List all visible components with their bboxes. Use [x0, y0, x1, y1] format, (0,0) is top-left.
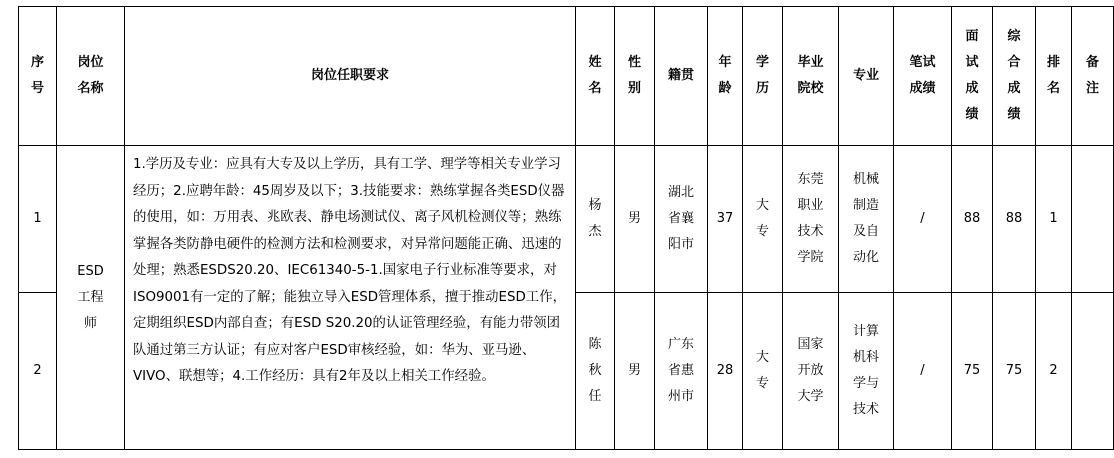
cell-total-score: 75: [993, 293, 1036, 450]
cell-written-score: /: [894, 146, 952, 293]
header-row: [19, 7, 1114, 146]
cell-age: 37: [708, 146, 743, 293]
cell-major: 计算机科学与技术: [839, 293, 894, 450]
cell-rank: 1: [1036, 146, 1072, 293]
header-gender: 性别: [615, 7, 655, 146]
cell-interview-score: 75: [952, 293, 993, 450]
cell-education: 大专: [743, 146, 783, 293]
table-row: [19, 146, 1114, 293]
cell-remarks: [1072, 146, 1114, 293]
cell-remarks: [1072, 293, 1114, 450]
cell-gender: 男: [615, 146, 655, 293]
cell-school: 东莞职业技术学院: [783, 146, 839, 293]
header-requirements: 岗位任职要求: [125, 7, 576, 146]
cell-major: 机械制造及自动化: [839, 146, 894, 293]
results-table: [18, 6, 1114, 450]
cell-total-score: 88: [993, 146, 1036, 293]
cell-name: 陈秋任: [576, 293, 615, 450]
header-education: 学历: [743, 7, 783, 146]
header-written-score: 笔试成绩: [894, 7, 952, 146]
cell-native-place: 湖北省襄阳市: [655, 146, 708, 293]
header-position-name: 岗位名称: [57, 7, 125, 146]
header-native-place: 籍贯: [655, 7, 708, 146]
header-total-score: 综合成绩: [993, 7, 1036, 146]
cell-interview-score: 88: [952, 146, 993, 293]
cell-rank: 2: [1036, 293, 1072, 450]
cell-requirements: 1.学历及专业：应具有大专及以上学历，具有工学、理学等相关专业学习经历；2.应聘年龄：45周岁及以下；3.技能要求：熟练掌握各类ESD仪器的使用，如：万用表、兆欧表、静电场测试仪、离子风机检测仪等；熟练掌握各类防静电硬件的检测方法和检测要求，对异常问题能正确、迅速的处理；熟悉ESDS20.20、IEC61340-5-1.国家电子行业标准等要求，对ISO9001有一定的了解；能独立导入ESD管理体系，擅于推动ESD工作，定期组织ESD内部自查；有ESD S20.20的认证管理经验，有能力带领团队通过第三方认证；有应对客户ESD审核经验，如：华为、亚马逊、VIVO、联想等；4.工作经历：具有2年及以上相关工作经验。: [125, 146, 576, 450]
cell-school: 国家开放大学: [783, 293, 839, 450]
header-major: 专业: [839, 7, 894, 146]
header-name: 姓名: [576, 7, 615, 146]
header-remarks: 备注: [1072, 7, 1114, 146]
cell-native-place: 广东省惠州市: [655, 293, 708, 450]
cell-position-name: ESD工程师: [57, 146, 125, 450]
cell-written-score: /: [894, 293, 952, 450]
cell-seq: 1: [19, 146, 57, 293]
cell-gender: 男: [615, 293, 655, 450]
cell-name: 杨杰: [576, 146, 615, 293]
header-seq: 序号: [19, 7, 57, 146]
header-age: 年龄: [708, 7, 743, 146]
header-rank: 排名: [1036, 7, 1072, 146]
header-interview-score: 面试成绩: [952, 7, 993, 146]
cell-education: 大专: [743, 293, 783, 450]
cell-seq: 2: [19, 293, 57, 450]
header-school: 毕业院校: [783, 7, 839, 146]
cell-age: 28: [708, 293, 743, 450]
